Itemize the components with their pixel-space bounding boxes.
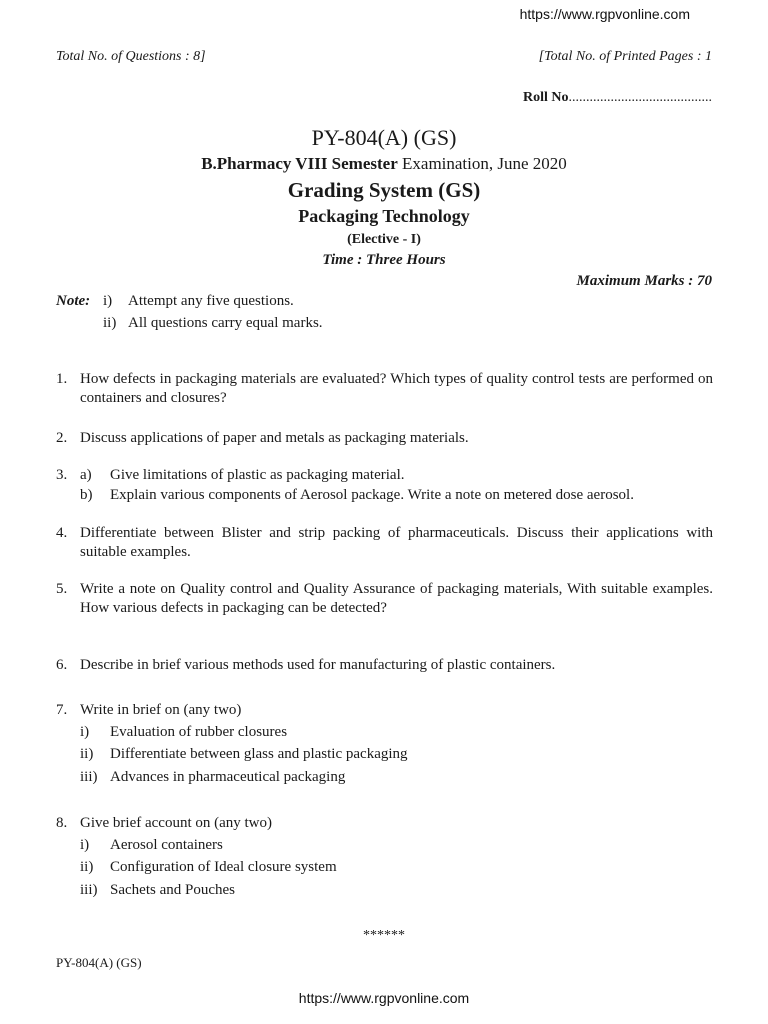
part-text: Evaluation of rubber closures [110, 724, 288, 740]
question-text: Differentiate between Blister and strip packing of pharmaceuticals. Discuss their applications with suitable examples. [80, 525, 713, 560]
question-number: 6. [56, 657, 68, 673]
exam-session: Examination, June 2020 [397, 154, 567, 173]
question-number: 8. [56, 815, 68, 831]
part-label: i) [80, 724, 90, 740]
note-item-number: i) [103, 293, 113, 309]
note-item-text: Attempt any five questions. [128, 293, 294, 309]
question-number: 1. [56, 371, 68, 387]
question-text: Describe in brief various methods used for manufacturing of plastic containers. [80, 657, 556, 673]
part-text: Configuration of Ideal closure system [110, 859, 337, 875]
roll-number [523, 90, 712, 106]
part-label: ii) [80, 859, 94, 875]
source-url-bottom[interactable]: https://www.rgpvonline.com [298, 990, 470, 1006]
part-label: b) [80, 487, 93, 503]
part-text: Give limitations of plastic as packaging material. [110, 467, 405, 483]
question-number: 3. [56, 467, 68, 483]
question-text: Write a note on Quality control and Quality Assurance of packaging materials, With suitable examples. How various defects in packaging can be detected? [80, 581, 713, 616]
roll-label: Roll No [523, 90, 569, 105]
note-item [103, 315, 323, 332]
exam-time: Time : Three Hours [322, 252, 446, 268]
part-text: Advances in pharmaceutical packaging [110, 769, 346, 785]
footer-paper-code: PY-804(A) (GS) [56, 955, 142, 970]
part-label: iii) [80, 882, 98, 898]
question-text: Discuss applications of paper and metals as packaging materials. [80, 430, 469, 446]
paper-code: PY-804(A) (GS) [311, 125, 457, 150]
question-6 [56, 656, 713, 675]
question-number: 7. [56, 702, 68, 718]
part-label: a) [80, 467, 92, 483]
semester-line [0, 154, 768, 174]
end-of-paper-mark: ****** [363, 928, 405, 943]
part-text: Explain various components of Aerosol package. Write a note on metered dose aerosol. [110, 487, 634, 503]
elective-label: (Elective - I) [347, 232, 421, 247]
question-1 [56, 370, 713, 408]
question-8 [56, 814, 713, 833]
question-text: How defects in packaging materials are evaluated? Which types of quality control tests are performed on containers and closures? [80, 371, 713, 406]
question-5 [56, 580, 713, 618]
part-label: iii) [80, 769, 98, 785]
question-2 [56, 429, 713, 448]
note-item-text: All questions carry equal marks. [128, 315, 323, 331]
note-label: Note: [56, 293, 91, 309]
part-text: Sachets and Pouches [110, 882, 235, 898]
question-text: Write in brief on (any two) [80, 702, 242, 718]
question-text: Give brief account on (any two) [80, 815, 273, 831]
total-pages: [Total No. of Printed Pages : 1 [538, 49, 712, 64]
semester: B.Pharmacy VIII Semester [201, 154, 398, 173]
part-text: Aerosol containers [110, 837, 223, 853]
question-number: 5. [56, 581, 68, 597]
question-4 [56, 524, 713, 562]
question-7 [56, 701, 713, 720]
question-number: 2. [56, 430, 68, 446]
part-label: ii) [80, 746, 94, 762]
total-questions: Total No. of Questions : 8] [56, 49, 206, 64]
maximum-marks: Maximum Marks : 70 [576, 273, 712, 289]
subject-title: Packaging Technology [298, 206, 470, 226]
source-url-top[interactable]: https://www.rgpvonline.com [519, 6, 690, 22]
grading-system: Grading System (GS) [287, 178, 481, 202]
note-item-number: ii) [103, 315, 117, 331]
part-text: Differentiate between glass and plastic packaging [110, 746, 408, 762]
note-item [103, 293, 294, 310]
roll-dots: ......................................... [568, 90, 712, 105]
part-label: i) [80, 837, 90, 853]
question-number: 4. [56, 525, 68, 541]
